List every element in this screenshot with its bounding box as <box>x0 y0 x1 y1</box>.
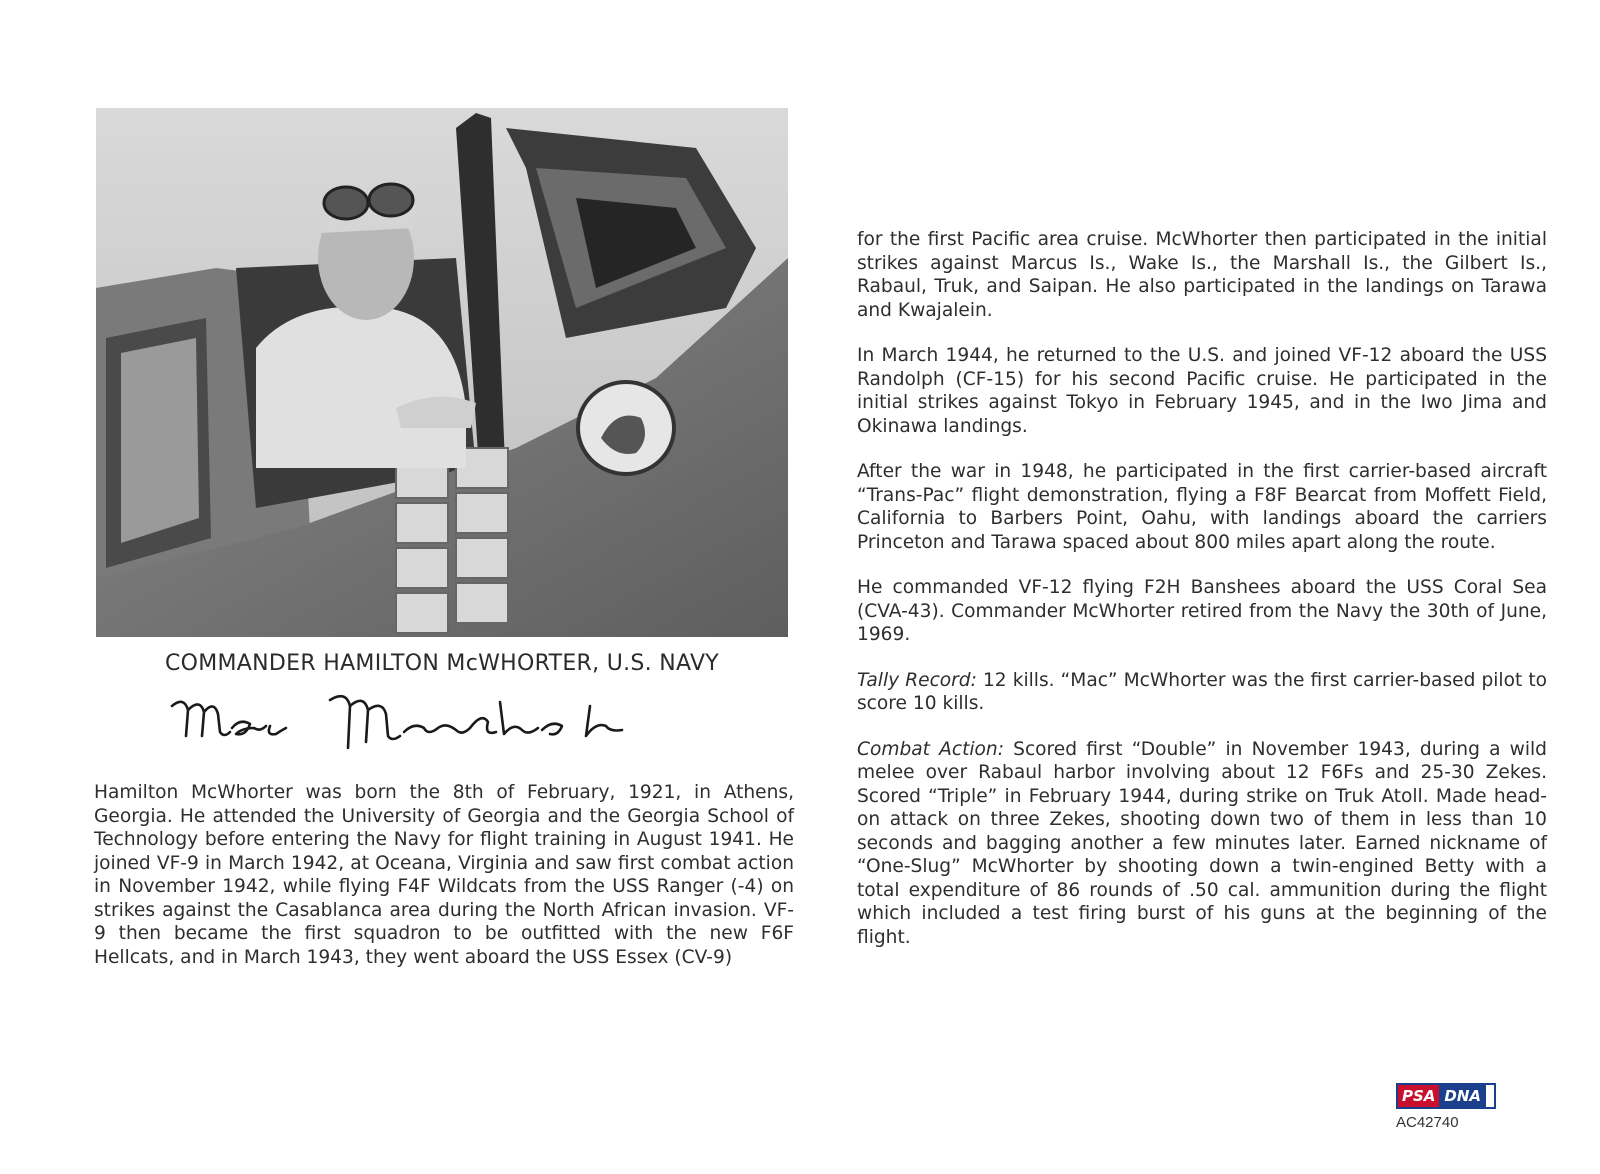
bio-paragraph-5: He commanded VF-12 flying F2H Banshees aboard the USS Coral Sea (CVA-43). Commander McWhorter retired from the Navy the 30th of June, 1969. <box>857 577 1547 645</box>
combat-action-label: Combat Action: <box>857 738 1004 760</box>
combat-action-text: Scored first “Double” in November 1943, during a wild melee over Rabaul harbor involving about 12 F6Fs and 25-30 Zekes. Scored “Triple” in February 1944, during strike on Truk Atoll. Made head-on attack on three Zekes, shooting down two of them in less than 10 seconds and bagging another a few minutes later. Earned nickname of “One-Slug” McWhorter by shooting down a twin-engined Betty with a total expenditure of 86 rounds of .50 cal. ammunition during the flight which included a test firing burst of his guns at the beginning of the flight. <box>857 738 1547 948</box>
psa-logo-text: PSA <box>1398 1085 1439 1107</box>
photo-caption: COMMANDER HAMILTON McWHORTER, U.S. NAVY <box>164 651 720 676</box>
dna-logo-text: DNA <box>1439 1085 1486 1107</box>
tally-record-paragraph <box>857 669 1547 716</box>
pilot-photo <box>96 108 788 637</box>
authentication-number: AC42740 <box>1396 1114 1459 1131</box>
bio-paragraph-2: for the first Pacific area cruise. McWhorter then participated in the initial strikes against Marcus Is., Wake Is., the Marshall Is., the Gilbert Is., Rabaul, Truk, and Saipan. He also participated in the landings on Tarawa and Kwajalein. <box>857 229 1547 321</box>
authentication-sticker <box>1396 1083 1496 1131</box>
bio-paragraph-3: In March 1944, he returned to the U.S. and joined VF-12 aboard the USS Randolph (CF-15) for his second Pacific cruise. He participated in the initial strikes against Tokyo in February 1945, and in the Iwo Jima and Okinawa landings. <box>857 345 1547 437</box>
tally-record-text: 12 kills. “Mac” McWhorter was the first carrier-based pilot to score 10 kills. <box>857 669 1547 714</box>
autograph-signature <box>170 692 630 762</box>
tally-record-label: Tally Record: <box>857 669 977 691</box>
pilot-in-cockpit-image <box>96 108 788 637</box>
biography-right-column <box>857 228 1547 971</box>
bio-paragraph-4: After the war in 1948, he participated in the first carrier-based aircraft “Trans-Pac” flight demonstration, flying a F8F Bearcat from Moffett Field, California to Barbers Point, Oahu, with landings aboard the carriers Princeton and Tarawa spaced about 800 miles apart along the route. <box>857 461 1547 553</box>
bio-paragraph-1: Hamilton McWhorter was born the 8th of February, 1921, in Athens, Georgia. He attended the University of Georgia and the Georgia School of Technology before entering the Navy for flight training in August 1941. He joined VF-9 in March 1942, at Oceana, Virginia and saw first combat action in November 1942, while flying F4F Wildcats from the USS Ranger (-4) on strikes against the Casablanca area during the North African invasion. VF-9 then became the first squadron to be outfitted with the new F6F Hellcats, and in March 1943, they went aboard the USS Essex (CV-9) <box>94 782 794 968</box>
biography-left-column <box>94 781 794 991</box>
combat-action-paragraph <box>857 738 1547 950</box>
psa-dna-logo <box>1396 1083 1496 1109</box>
